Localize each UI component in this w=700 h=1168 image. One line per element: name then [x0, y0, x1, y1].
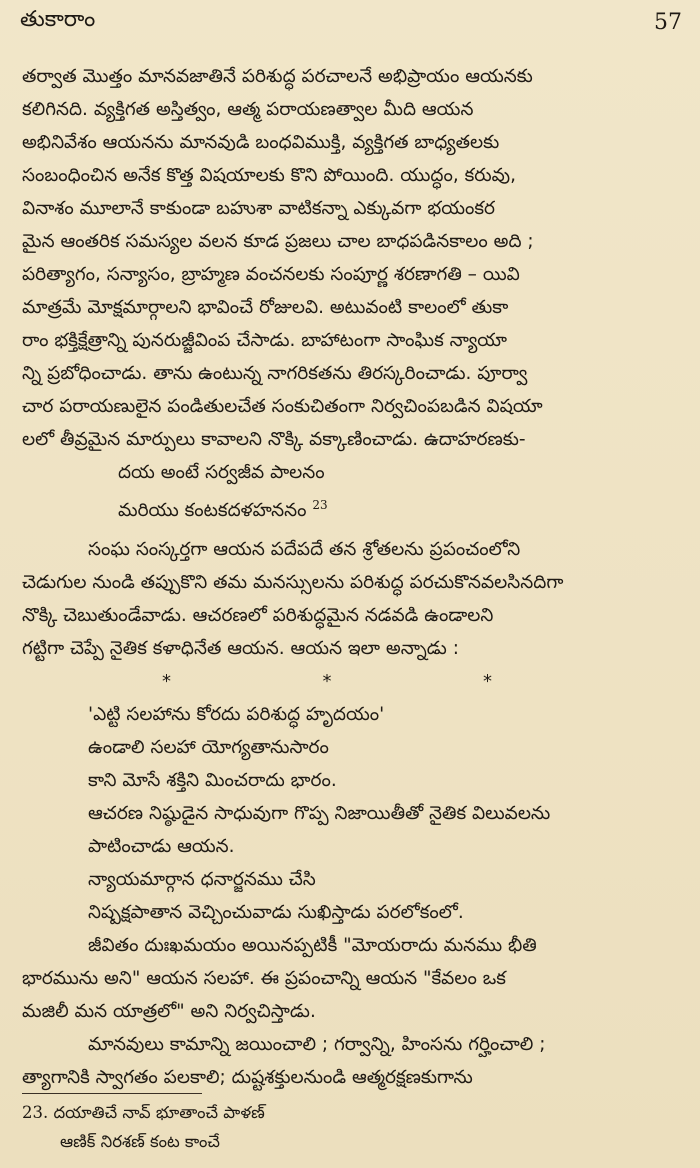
verse-line: కాని మోసే శక్తిని మించరాదు భారం. — [88, 770, 337, 792]
verse-line: న్యాయమార్గాన ధనార్జనము చేసి — [88, 869, 316, 891]
paragraph-2 — [22, 533, 686, 665]
verse-line: ఉండాలి సలహా యోగ్యతానుసారం — [88, 737, 329, 759]
verse-line: 'ఎట్టి సలహాను కోరదు పరిశుద్ధ హృదయం' — [88, 704, 385, 726]
quote-line: దయ అంటే సర్వజీవ పాలనం — [118, 462, 325, 483]
footnote-divider — [22, 1093, 202, 1094]
verse-block — [22, 698, 686, 929]
verse-line: ఆచరణ నిష్ఠుడైన సాధువుగా గొప్ప నిజాయితీతో నైతిక విలువలను — [88, 803, 551, 825]
text-line: న్ని ప్రబోధించాడు. తాను ఉంటున్న నాగరికతను తిరస్కరించాడు. పూర్వా — [22, 363, 528, 384]
text-line: జీవితం దుఃఖమయం అయినప్పటికీ "మోయరాదు మనము భీతి — [88, 935, 537, 957]
text-line: తర్వాత మొత్తం మానవజాతినే పరిశుద్ధ పరచాలనే అభిప్రాయం ఆయనకు — [22, 66, 533, 87]
quote-line — [22, 489, 686, 527]
text-line: చెడుగుల నుండి తప్పుకొని తమ మనస్సులను పరిశుద్ధ పరచుకొనవలసినదిగా — [22, 572, 564, 594]
footnote-text: దయాతిచే నావ్ భూతాంచే పాళణ్ — [53, 1103, 265, 1122]
quote-line-text: మరియు కంటకదళహననం — [118, 500, 307, 522]
quote-block — [22, 456, 686, 527]
text-line: రాం భక్తిక్షేత్రాన్ని పునరుజ్జీవింప చేసాడు. బాహాటంగా సాంఘిక న్యాయా — [22, 330, 508, 351]
text-line: కలిగినది. వ్యక్తిగత అస్తిత్వం, ఆత్మ పరాయణత్వాల మీది ఆయన — [22, 99, 474, 120]
footnote-number: 23. — [22, 1103, 49, 1122]
paragraph-1 — [22, 60, 686, 456]
page-number: 57 — [654, 9, 682, 35]
text-line: వినాశం మూలానే కాకుండా బహుశా వాటికన్నా ఎక్కువగా భయంకర — [22, 198, 496, 219]
text-line: లలో తీవ్రమైన మార్పులు కావాలని నొక్కి వక్కాణించాడు. ఉదాహరణకు- — [22, 429, 526, 450]
footnote-line — [22, 1098, 265, 1127]
text-line: త్యాగానికి స్వాగతం పలకాలి; దుష్టశక్తులనుండి ఆత్మరక్షణకుగాను — [22, 1067, 473, 1089]
text-line: మాత్రమే మోక్షమార్గాలని భావించే రోజులవి. అటువంటి కాలంలో తుకా — [22, 297, 509, 318]
verse-line: పాటించాడు ఆయన. — [88, 836, 235, 858]
text-line: చార పరాయణులైన పండితులచేత సంకుచితంగా నిర్వచింపబడిన విషయా — [22, 396, 543, 417]
text-line: మజిలీ మన యాత్రలో" అని నిర్వచిస్తాడు. — [22, 1001, 316, 1023]
text-line: సంఘ సంస్కర్తగా ఆయన పదేపదే తన శ్రోతలను ప్రపంచంలోని — [88, 539, 521, 561]
text-line: నొక్కి చెబుతుండేవాడు. ఆచరణలో పరిశుద్ధమైన నడవడి ఉండాలని — [22, 605, 494, 627]
text-line: అభినివేశం ఆయనను మానవుడి బంధవిముక్తి, వ్యక్తిగత బాధ్యతలకు — [22, 132, 500, 153]
section-separator — [162, 665, 492, 698]
footnote-reference: 23 — [312, 498, 328, 512]
separator-star: * — [162, 671, 171, 693]
separator-star: * — [322, 671, 332, 693]
body-text — [22, 60, 686, 1094]
verse-line: నిష్పక్షపాతాన వెచ్చించువాడు సుఖిస్తాడు పరలోకంలో. — [88, 902, 464, 924]
text-line: పరిత్యాగం, సన్యాసం, బ్రాహ్మణ వంచనలకు సంపూర్ణ శరణాగతి – యివి — [22, 264, 520, 285]
text-line: మానవులు కామాన్ని జయించాలి ; గర్వాన్ని, హింసను గర్హించాలి ; — [88, 1034, 546, 1056]
separator-star: * — [483, 671, 492, 693]
text-line: గట్టిగా చెప్పే నైతిక కళాధినేత ఆయన. ఆయన ఇలా అన్నాడు : — [22, 638, 459, 660]
paragraph-3 — [22, 929, 686, 1028]
running-title: తుకారాం — [20, 7, 96, 32]
footnote-line: ఆణిక్ నిరశణ్ కంట కాంచే — [60, 1132, 220, 1151]
footnote — [22, 1098, 265, 1156]
text-line: సంబంధించిన అనేక కొత్త విషయాలకు కొని పోయింది. యుద్ధం, కరువు, — [22, 165, 516, 186]
text-line: భారమును అని" ఆయన సలహా. ఈ ప్రపంచాన్ని ఆయన "కేవలం ఒక — [22, 968, 506, 990]
paragraph-4 — [22, 1028, 686, 1094]
page-header — [20, 2, 682, 42]
text-line: మైన ఆంతరిక సమస్యల వలన కూడ ప్రజలు చాల బాధపడినకాలం అది ; — [22, 231, 534, 252]
